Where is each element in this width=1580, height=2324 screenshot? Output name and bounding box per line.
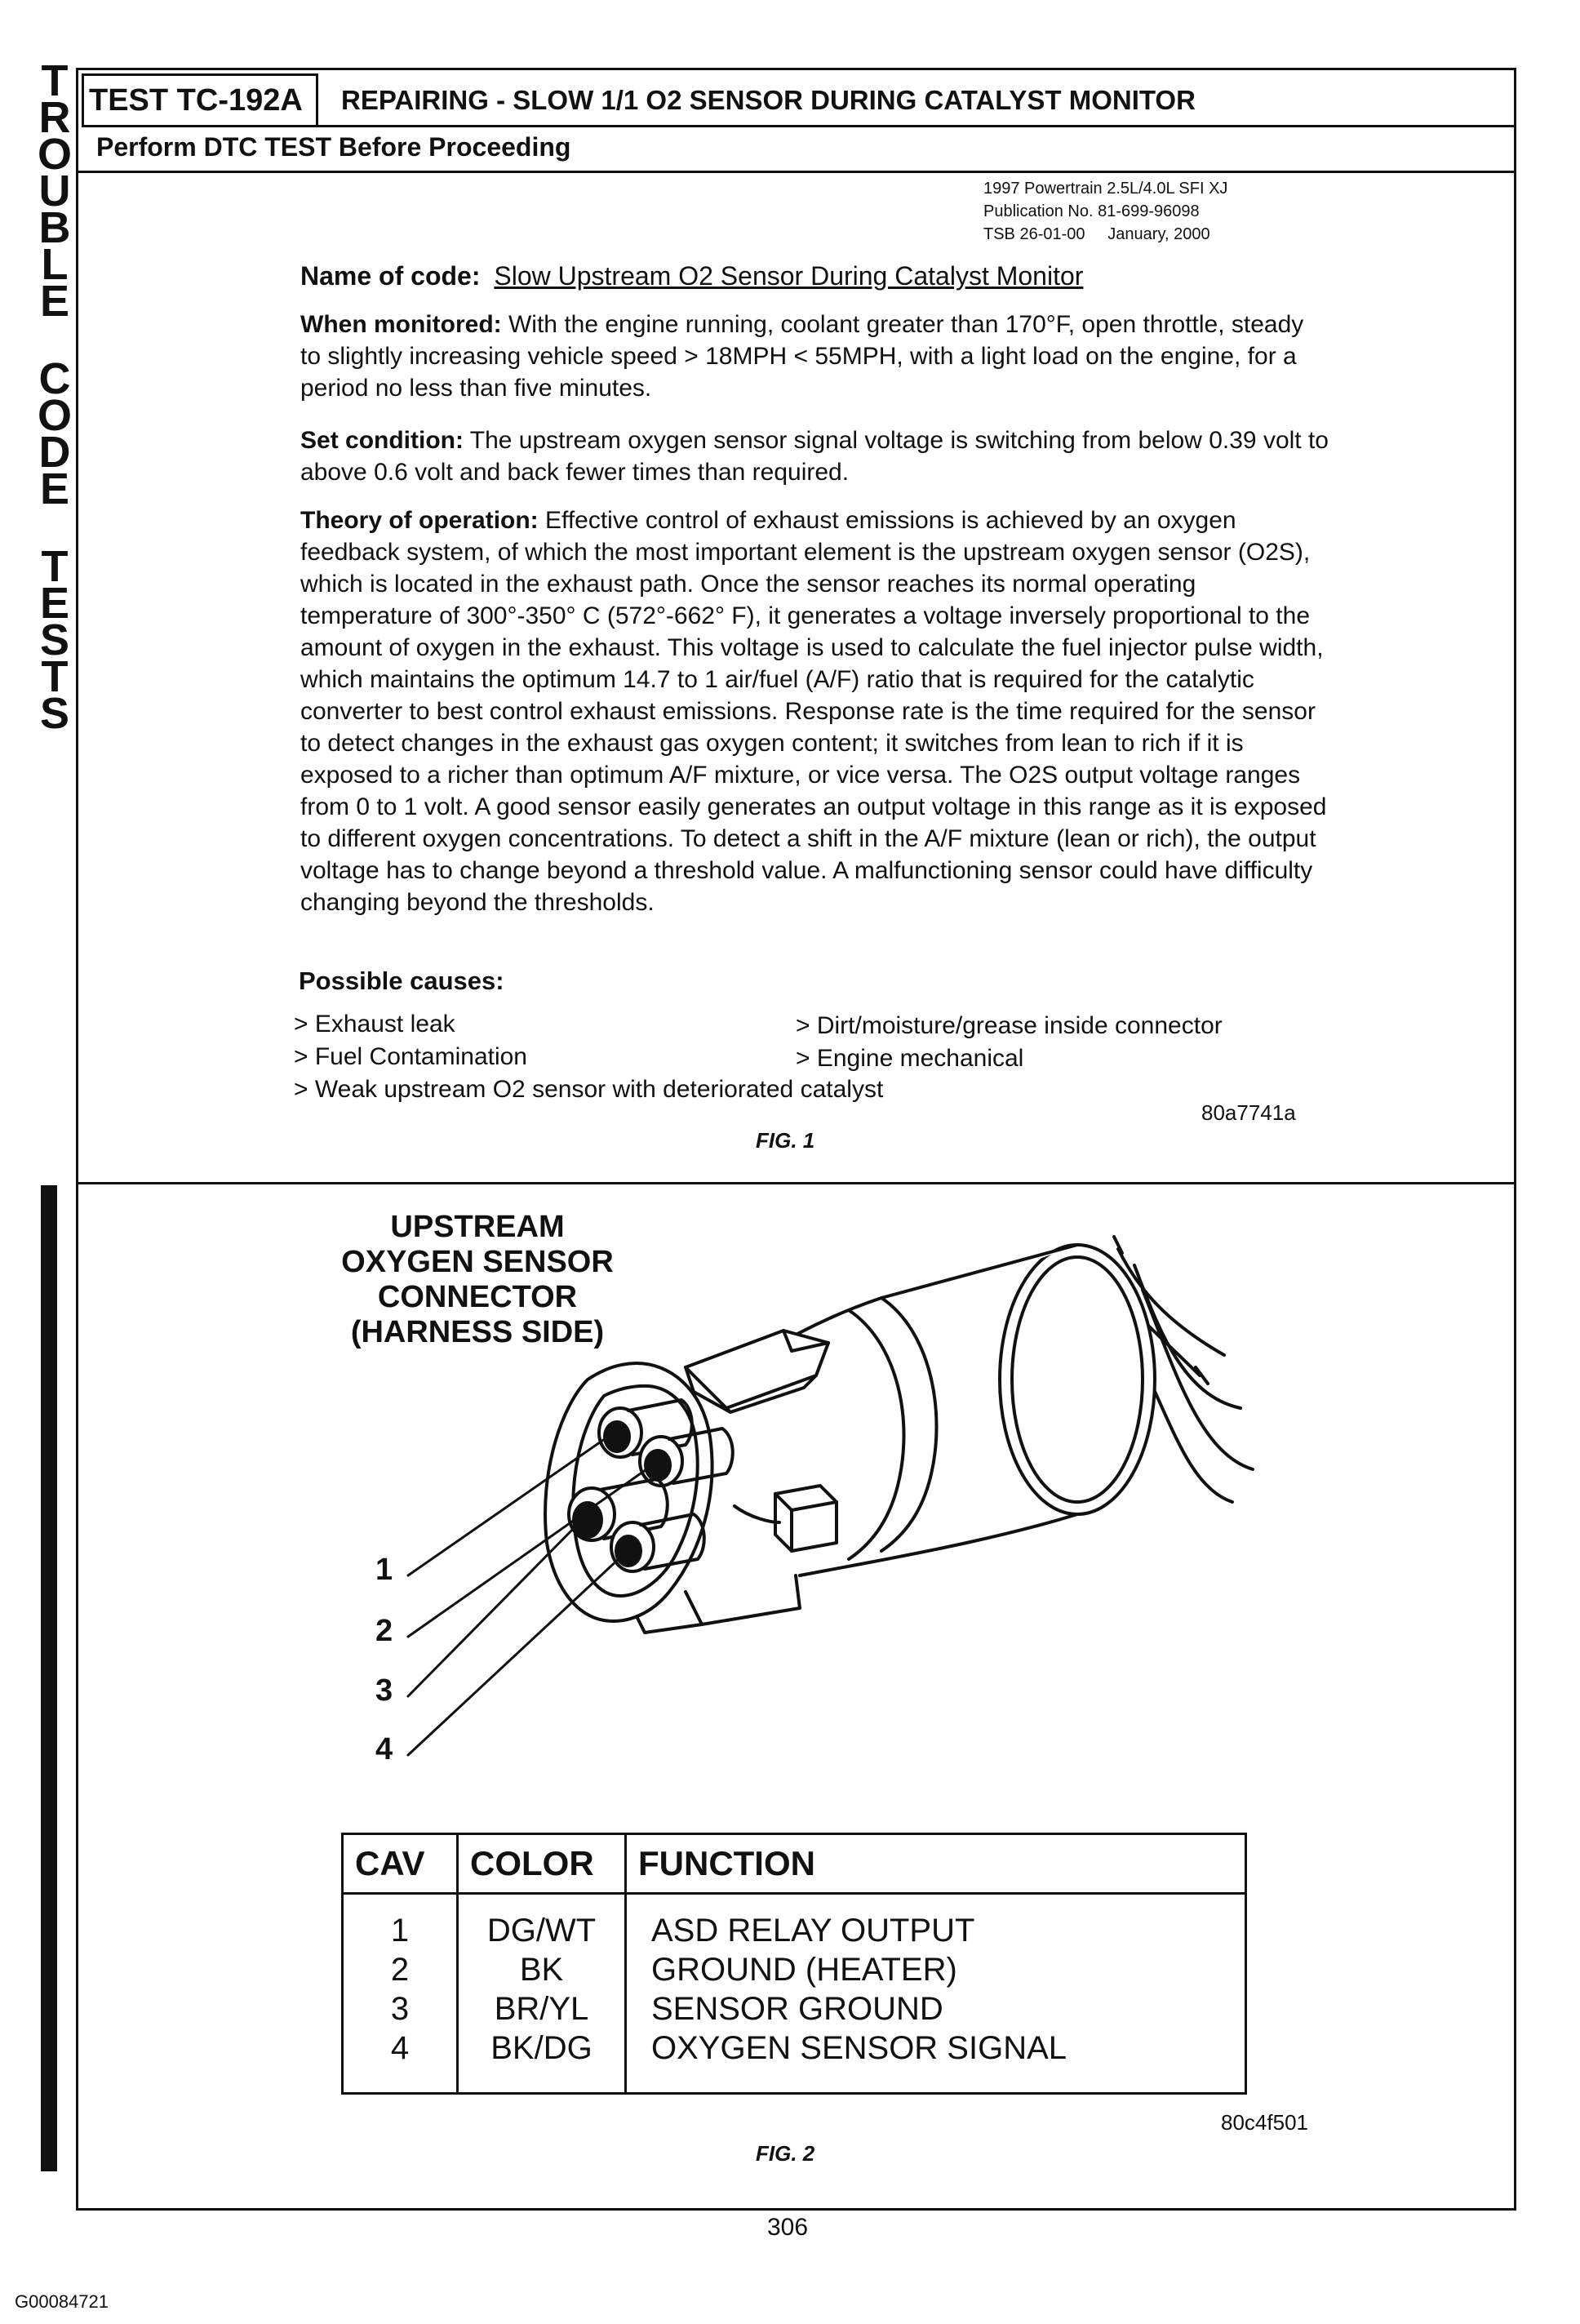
theory-paragraph	[300, 504, 1329, 918]
when-monitored-text: With the engine running, coolant greater than 170°F, open throttle, steady to slightly increasing vehicle speed > 18MPH < 55MPH, with a light load on the engine, for a period no less than five minutes.	[300, 311, 1304, 402]
cav-column	[343, 1894, 458, 2094]
when-monitored-label: When monitored:	[300, 311, 502, 338]
sidebar-letter: U	[38, 167, 71, 216]
header-bottom-rule	[76, 171, 1516, 173]
set-condition-text: The upstream oxygen sensor signal voltage is switching from below 0.39 volt to above 0.6 volt and back fewer times than required.	[300, 427, 1329, 486]
sidebar-letter: T	[41, 652, 69, 701]
cause-item: > Weak upstream O2 sensor with deteriorated catalyst	[294, 1076, 884, 1103]
page-subtitle: Perform DTC TEST Before Proceeding	[96, 132, 571, 162]
sidebar-letter: R	[38, 93, 71, 142]
diagram-title-line: CONNECTOR	[377, 1280, 578, 1314]
function-column	[626, 1894, 1246, 2094]
table-cell: SENSOR GROUND	[651, 1991, 943, 2027]
table-row	[343, 1894, 1246, 2094]
diagram-title-line: UPSTREAM	[390, 1210, 565, 1244]
column-header: CAV	[343, 1834, 458, 1894]
when-monitored-paragraph	[300, 309, 1329, 404]
sidebar-letter: D	[38, 428, 71, 477]
set-condition-label: Set condition:	[300, 427, 464, 454]
wire	[1143, 1290, 1253, 1469]
sidebar-letter: T	[41, 542, 69, 591]
theory-text: Effective control of exhaust emissions is achieved by an oxygen feedback system, of which the most important element is the upstream oxygen sensor (O2S), which is located in the exhaust path. Once the sensor reaches its normal operating temperature of 300°-350° C (572°-662° F), it generates a voltage inversely proportional to the amount of oxygen in the exhaust. This voltage is used to calculate the fuel injector pulse width, which maintains the optimum 14.7 to 1 air/fuel (A/F) ratio that is required for the catalytic converter to best control exhaust emissions. Response rate is the time required for the sensor to detect changes in the exhaust gas oxygen content; it switches from lean to rich if it is exposed to a richer than optimum A/F mixture, or vice versa. The O2S output voltage ranges from 0 to 1 volt. A good sensor easily generates an output voltage in this range as it is exposed to different oxygen concentrations. To detect a shift in the A/F mixture (lean or rich), the output voltage has to change beyond a threshold value. A malfunctioning sensor could have difficulty changing beyond the thresholds.	[300, 507, 1327, 916]
cavity-table	[341, 1833, 1247, 2095]
sidebar-letter: B	[38, 203, 71, 252]
section-divider	[76, 1182, 1516, 1184]
document-id: G00084721	[15, 2291, 109, 2312]
table-cell: GROUND (HEATER)	[651, 1952, 957, 1988]
code-name-value: Slow Upstream O2 Sensor During Catalyst Monitor	[494, 261, 1084, 291]
cause-item: > Exhaust leak	[294, 1011, 455, 1038]
page-number: 306	[767, 2214, 809, 2241]
cavity-label: 4	[375, 1732, 393, 1766]
possible-causes-label: Possible causes:	[299, 966, 504, 995]
sidebar-letter: E	[39, 277, 70, 326]
sidebar-letter: O	[37, 130, 72, 179]
table-cell: BK	[519, 1952, 564, 1988]
table-cell: OXYGEN SENSOR SIGNAL	[651, 2030, 1067, 2066]
code-name-row	[300, 261, 1083, 291]
figure-code: 80c4f501	[1221, 2110, 1308, 2135]
table-cell: 4	[390, 2030, 410, 2066]
cause-item: > Fuel Contamination	[294, 1043, 527, 1070]
sidebar-letter: T	[41, 56, 69, 105]
cause-item: > Dirt/moisture/grease inside connector	[796, 1012, 1223, 1039]
test-id-box: TEST TC-192A	[82, 73, 318, 127]
publication-line: 1997 Powertrain 2.5L/4.0L SFI XJ	[983, 180, 1228, 198]
publication-line: Publication No. 81-699-96098	[983, 202, 1200, 220]
sidebar-letter: C	[38, 354, 71, 403]
sidebar-letter: S	[39, 615, 70, 664]
cavity-label: 1	[375, 1553, 393, 1587]
table-cell: DG/WT	[486, 1913, 597, 1949]
figure-label: FIG. 1	[756, 1128, 815, 1153]
connector-illustration	[359, 1200, 1298, 1788]
figure-code: 80a7741a	[1201, 1100, 1296, 1125]
sidebar-letter: O	[37, 391, 72, 440]
table-cell: BR/YL	[494, 1991, 589, 2027]
diagram-title-line: (HARNESS SIDE)	[350, 1315, 605, 1349]
figure-label: FIG. 2	[756, 2141, 815, 2166]
cavity-label: 3	[375, 1673, 393, 1708]
sidebar-letter: E	[39, 579, 70, 628]
table-header-row	[343, 1834, 1246, 1894]
sidebar-thumb-bar	[41, 1185, 57, 2171]
header-divider	[318, 125, 1516, 127]
cavity-label: 2	[375, 1614, 393, 1648]
column-header: COLOR	[458, 1834, 626, 1894]
theory-label: Theory of operation:	[300, 507, 539, 534]
table-cell: 2	[390, 1952, 410, 1988]
table-cell: 1	[390, 1913, 410, 1949]
table-cell: ASD RELAY OUTPUT	[651, 1913, 975, 1949]
column-header: FUNCTION	[626, 1834, 1246, 1894]
publication-line: TSB 26-01-00 January, 2000	[983, 225, 1210, 243]
sidebar-letter: E	[39, 464, 70, 513]
page-title: REPAIRING - SLOW 1/1 O2 SENSOR DURING CATALYST MONITOR	[341, 85, 1196, 115]
diagram-title-line: OXYGEN SENSOR	[341, 1245, 614, 1279]
set-condition-paragraph	[300, 424, 1329, 488]
color-column	[458, 1894, 626, 2094]
code-name-label: Name of code:	[300, 261, 481, 291]
sidebar-letter: S	[39, 689, 70, 738]
table-cell: BK/DG	[490, 2030, 592, 2066]
table-cell: 3	[390, 1991, 410, 2027]
sidebar-letter: L	[41, 240, 69, 289]
cause-item: > Engine mechanical	[796, 1045, 1024, 1072]
